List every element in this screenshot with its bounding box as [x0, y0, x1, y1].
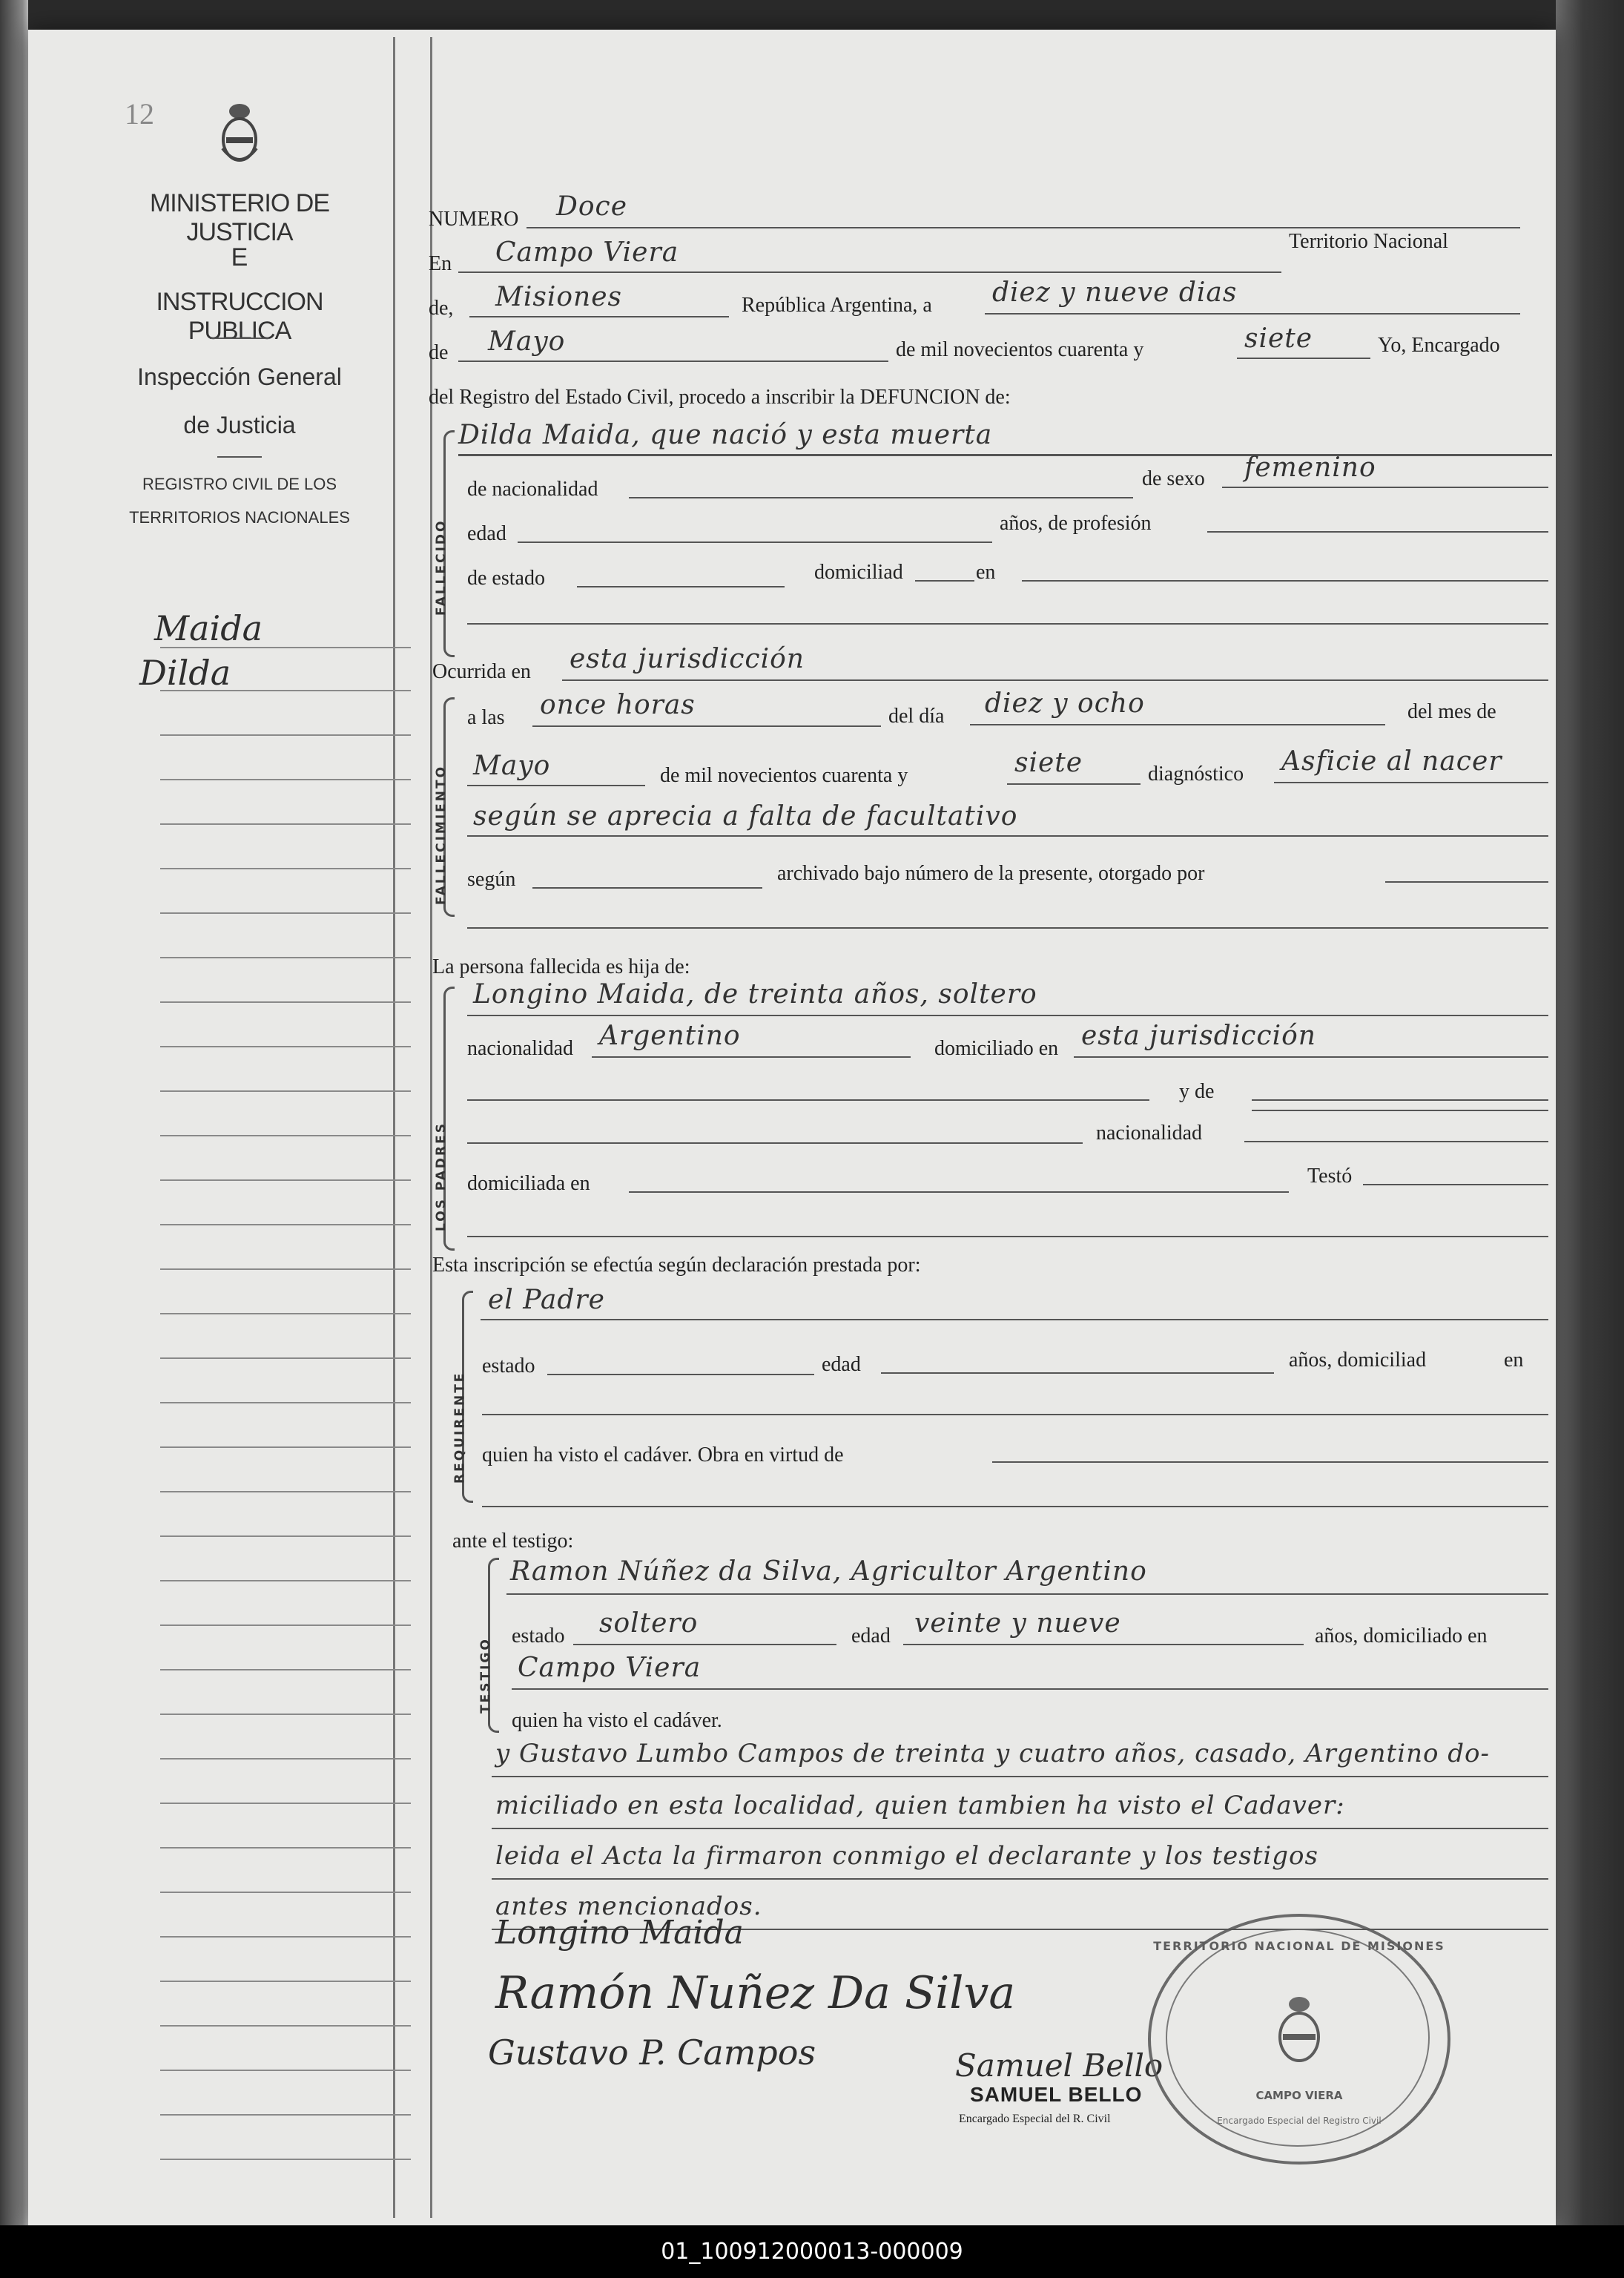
- domiciliada-label: domiciliada en: [467, 1172, 590, 1195]
- margin-divider: [393, 37, 395, 2218]
- anos-label: años, de profesión: [1000, 512, 1152, 535]
- republica-label: República Argentina, a: [742, 294, 932, 317]
- domiciliado-label: domiciliado en: [934, 1037, 1059, 1060]
- book-binding-left: [0, 0, 28, 2225]
- year-value-2: siete: [1014, 748, 1083, 778]
- officer-name: SAMUEL BELLO: [970, 2083, 1143, 2106]
- mil-label-2: de mil novecientos cuarenta y: [660, 764, 908, 787]
- numero-value: Doce: [556, 191, 628, 222]
- witness-estado-value: soltero: [599, 1608, 699, 1639]
- signature-officer: Samuel Bello: [955, 2047, 1163, 2084]
- hora-value: once horas: [540, 690, 696, 720]
- quien-obra-label: quien ha visto el cadáver. Obra en virtud de: [482, 1443, 844, 1466]
- sexo-label: de sexo: [1142, 467, 1205, 490]
- deceased-name: Dilda Maida, que nació y esta muerta: [458, 420, 993, 450]
- witness-edad-value: veinte y nueve: [914, 1608, 1121, 1639]
- inspection-line-2: de Justicia: [183, 412, 296, 438]
- diagnostico-label: diagnóstico: [1148, 763, 1244, 786]
- notes-line-2: miciliado en esta localidad, quien tambien ha visto el Cadaver:: [495, 1791, 1345, 1820]
- coat-of-arms-icon: [214, 96, 265, 171]
- en-label-3: en: [1504, 1349, 1524, 1372]
- en-label-2: en: [976, 561, 996, 584]
- ocurrida-value: esta jurisdicción: [570, 644, 805, 674]
- stamp-emblem-icon: [1270, 1991, 1329, 2073]
- mes-value: Mayo: [473, 751, 551, 781]
- de-label: de,: [429, 297, 454, 320]
- edad-label-2: edad: [822, 1353, 861, 1376]
- nacionalidad2-label: nacionalidad: [1096, 1122, 1203, 1145]
- signature-declarant: Longino Maida: [495, 1914, 744, 1952]
- notes-line-4: antes mencionados.: [495, 1892, 762, 1921]
- estado-label: de estado: [467, 567, 545, 590]
- nacionalidad-value: Argentino: [599, 1021, 741, 1051]
- officer-title: Encargado Especial del R. Civil: [959, 2113, 1111, 2125]
- diagnostico-cont: según se aprecia a falta de facultativo: [473, 801, 1018, 832]
- domiciliado-value: esta jurisdicción: [1081, 1021, 1316, 1051]
- ministry-line-2: E: [231, 243, 248, 271]
- margin-given-name: Dilda: [139, 653, 231, 693]
- header-divider-2: [217, 456, 262, 458]
- de2-label: de: [429, 341, 449, 364]
- mes-label: del mes de: [1407, 700, 1496, 723]
- father-name: Longino Maida, de treinta años, soltero: [473, 979, 1037, 1010]
- estado-label-3: estado: [512, 1624, 565, 1647]
- edad-label: edad: [467, 522, 506, 545]
- estado-label-2: estado: [482, 1354, 535, 1377]
- requirente-side-label: REQUIRENTE: [452, 1371, 467, 1484]
- yde-label: y de: [1179, 1080, 1215, 1103]
- nacionalidad-label-2: nacionalidad: [467, 1037, 574, 1060]
- alas-label: a las: [467, 706, 505, 729]
- edad-label-3: edad: [851, 1624, 891, 1647]
- sexo-value: femenino: [1244, 452, 1376, 483]
- margin-surname: Maida: [154, 608, 263, 648]
- signature-witness-1: Ramón Nuñez Da Silva: [495, 1967, 1016, 2019]
- certificate-page: [28, 30, 1556, 2225]
- testigo-intro-label: ante el testigo:: [452, 1530, 574, 1553]
- stamp-right-text: Encargado Especial del Registro Civil: [1217, 2116, 1382, 2126]
- stamp-outer-text: TERRITORIO NACIONAL DE MISIONES: [1153, 1939, 1445, 1953]
- official-stamp: [1148, 1914, 1450, 2165]
- anos-domiciliad-label: años, domiciliad: [1289, 1349, 1427, 1372]
- signature-witness-2: Gustavo P. Campos: [488, 2032, 816, 2073]
- ministry-line-1: MINISTERIO DE JUSTICIA: [149, 189, 330, 246]
- day-value: diez y nueve dias: [992, 277, 1238, 308]
- notes-line-1: y Gustavo Lumbo Campos de treinta y cuatro años, casado, Argentino do-: [495, 1739, 1490, 1768]
- fallecido-side-label: FALLECIDO: [434, 519, 449, 616]
- archivado-label: archivado bajo número de la presente, otorgado por: [777, 862, 1205, 885]
- dia-value: diez y ocho: [985, 688, 1145, 719]
- file-id: 01_100912000013-000009: [661, 2239, 963, 2265]
- territory-value: Misiones: [495, 282, 623, 312]
- testigo-side-label: TESTIGO: [478, 1637, 493, 1714]
- en-label: En: [429, 252, 452, 275]
- yo-label: Yo, Encargado: [1378, 334, 1500, 357]
- header-divider: [210, 338, 269, 339]
- ministry-line-3: INSTRUCCION PUBLICA: [156, 288, 323, 345]
- page-number: 12: [125, 97, 154, 131]
- segun-label: según: [467, 868, 516, 891]
- witness-name: Ramon Núñez da Silva, Agricultor Argentino: [510, 1556, 1147, 1587]
- month-value: Mayo: [488, 326, 566, 357]
- book-page-edge-right: [1556, 0, 1624, 2225]
- testo-label: Testó: [1307, 1165, 1353, 1188]
- requirente-name: el Padre: [488, 1285, 605, 1315]
- numero-label: NUMERO: [429, 208, 519, 231]
- requirente-intro-label: Esta inscripción se efectúa según declaración prestada por:: [432, 1254, 921, 1277]
- quien-visto-label: quien ha visto el cadáver.: [512, 1709, 722, 1732]
- registry-line-1: REGISTRO CIVIL DE LOS: [142, 475, 337, 493]
- anos-domiciliado-label: años, domiciliado en: [1315, 1624, 1488, 1647]
- fallecimiento-side-label: FALLECIMIENTO: [434, 764, 449, 905]
- mil-label: de mil novecientos cuarenta y: [896, 338, 1144, 361]
- place-value: Campo Viera: [495, 237, 679, 268]
- inspection-line-1: Inspección General: [137, 363, 342, 390]
- year-value: siete: [1244, 323, 1313, 354]
- witness-domicilio-value: Campo Viera: [518, 1653, 702, 1683]
- ocurrida-label: Ocurrida en: [432, 660, 531, 683]
- territorio-label: Territorio Nacional: [1289, 230, 1448, 253]
- registry-line-2: TERRITORIOS NACIONALES: [129, 508, 350, 527]
- domiciliad-label: domiciliad: [814, 561, 903, 584]
- padres-intro-label: La persona fallecida es hija de:: [432, 955, 690, 978]
- stamp-bottom-text: CAMPO VIERA: [1255, 2089, 1343, 2102]
- dia-label: del día: [888, 705, 945, 728]
- diagnostico-value: Asficie al nacer: [1281, 746, 1502, 777]
- nacionalidad-label: de nacionalidad: [467, 478, 598, 501]
- registro-label: del Registro del Estado Civil, procedo a inscribir la DEFUNCION de:: [429, 386, 1011, 409]
- padres-side-label: LOS PADRES: [434, 1122, 449, 1231]
- notes-line-3: leida el Acta la firmaron conmigo el declarante y los testigos: [495, 1841, 1318, 1871]
